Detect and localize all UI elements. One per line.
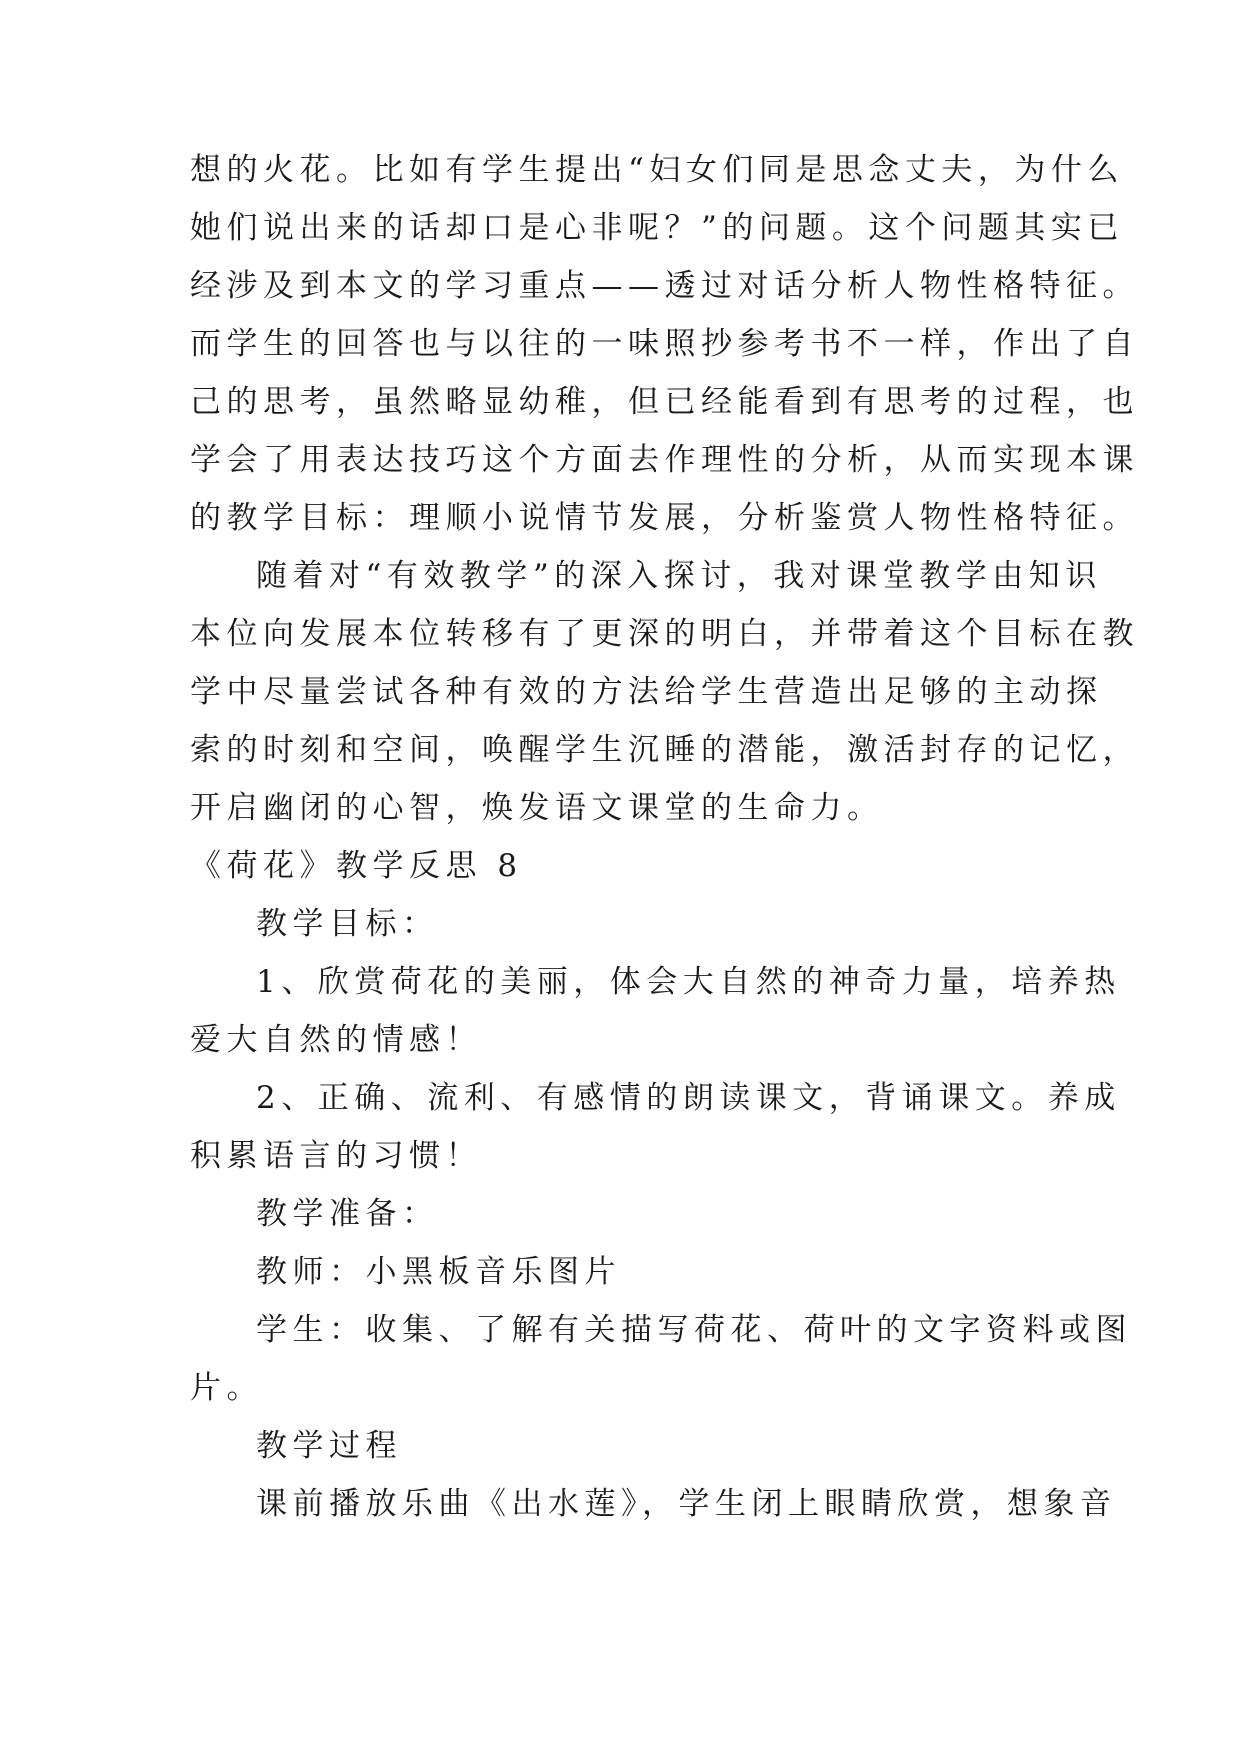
text-line: 她们说出来的话却口是心非呢？”的问题。这个问题其实已 — [190, 210, 1124, 246]
text-line: 的教学目标：理顺小说情节发展，分析鉴赏人物性格特征。 — [190, 500, 1139, 536]
text-line: 随着对“有效教学”的深入探讨，我对课堂教学由知识 — [256, 558, 1102, 594]
text-line: 本位向发展本位转移有了更深的明白，并带着这个目标在教 — [190, 616, 1139, 652]
text-line: 1、欣赏荷花的美丽，体会大自然的神奇力量，培养热 — [256, 964, 1121, 1000]
text-line: 索的时刻和空间，唤醒学生沉睡的潜能，激活封存的记忆， — [190, 732, 1139, 768]
text-line: 积累语言的习惯！ — [190, 1138, 482, 1174]
section-heading: 《荷花》教学反思 8 — [190, 848, 523, 884]
text-line: 学会了用表达技巧这个方面去作理性的分析，从而实现本课 — [190, 442, 1139, 478]
text-line: 想的火花。比如有学生提出“妇女们同是思念丈夫，为什么 — [190, 152, 1124, 188]
text-line: 教学过程 — [256, 1428, 402, 1464]
text-line: 学生：收集、了解有关描写荷花、荷叶的文字资料或图 — [256, 1312, 1132, 1348]
text-line: 片。 — [190, 1370, 263, 1406]
text-line: 教学准备： — [256, 1196, 439, 1232]
text-line: 经涉及到本文的学习重点——透过对话分析人物性格特征。 — [190, 268, 1139, 304]
text-line: 而学生的回答也与以往的一味照抄参考书不一样，作出了自 — [190, 326, 1139, 362]
text-line: 教师：小黑板音乐图片 — [256, 1254, 621, 1290]
text-line: 爱大自然的情感！ — [190, 1022, 482, 1058]
text-line: 开启幽闭的心智，焕发语文课堂的生命力。 — [190, 790, 884, 826]
text-line: 己的思考，虽然略显幼稚，但已经能看到有思考的过程，也 — [190, 384, 1139, 420]
text-line: 教学目标： — [256, 906, 439, 942]
text-line: 2、正确、流利、有感情的朗读课文，背诵课文。养成 — [256, 1080, 1121, 1116]
text-line: 课前播放乐曲《出水莲》，学生闭上眼睛欣赏，想象音 — [256, 1486, 1117, 1522]
text-line: 学中尽量尝试各种有效的方法给学生营造出足够的主动探 — [190, 674, 1103, 710]
